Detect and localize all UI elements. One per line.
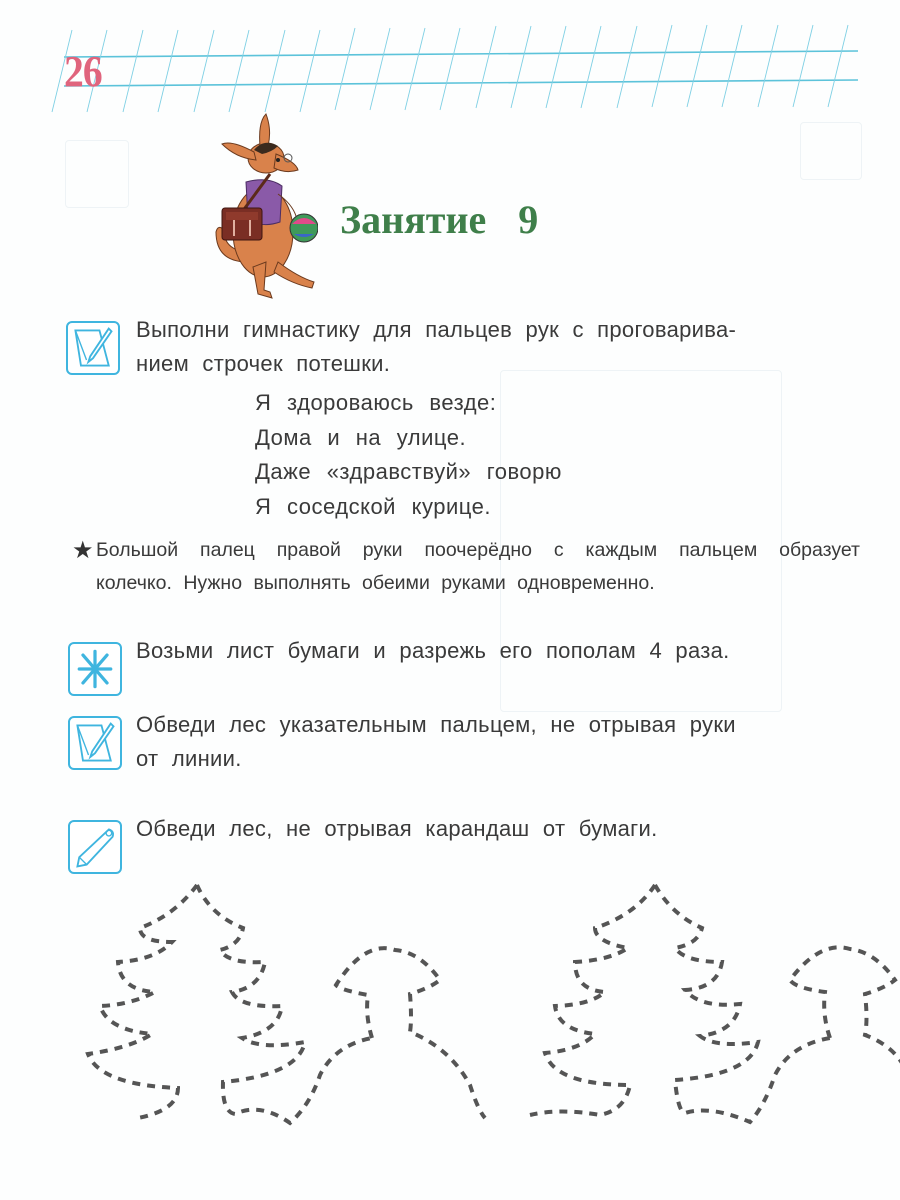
task-4-instruction: Обведи лес, не отрывая карандаш от бумаги. <box>136 816 658 841</box>
task-1-line-2: нием строчек потешки. <box>136 351 391 376</box>
show-through-box <box>65 140 129 208</box>
forest-tracing-outline <box>60 870 900 1160</box>
kangaroo-mascot-icon <box>208 112 318 302</box>
task-1-line-1: Выполни гимнастику для пальцев рук с проговарива- <box>136 317 737 342</box>
poem-line: Я здороваюсь везде: <box>255 390 497 415</box>
exercise-note <box>72 534 860 600</box>
poem-line: Дома и на улице. <box>255 424 467 450</box>
poem-line: Даже «здравствуй» говорю <box>255 459 562 484</box>
note-text: Большой палец правой руки поочерёдно с каждым пальцем образует колечко. Нужно выполнять обеими руками одновременно. <box>96 539 860 594</box>
task-3-instruction <box>136 708 861 776</box>
poem <box>255 386 562 524</box>
page-number: 26 <box>64 47 102 96</box>
handwriting-guide-lines <box>0 0 900 115</box>
task-3-line-2: от линии. <box>136 746 242 771</box>
pencil-icon <box>68 820 122 874</box>
scissors-asterisk-icon <box>68 642 122 696</box>
poem-line: Я соседской курице. <box>255 493 491 519</box>
show-through-box <box>800 122 862 180</box>
pencil-notebook-icon <box>66 321 120 375</box>
star-icon: ★ <box>72 537 94 564</box>
task-3-line-1: Обведи лес указательным пальцем, не отрывая руки <box>136 712 736 737</box>
pencil-notebook-icon <box>68 716 122 770</box>
task-1-instruction <box>136 313 861 381</box>
task-2-instruction: Возьми лист бумаги и разрежь его пополам 4 раза. <box>136 638 730 663</box>
lesson-title: Занятие 9 <box>340 197 539 242</box>
